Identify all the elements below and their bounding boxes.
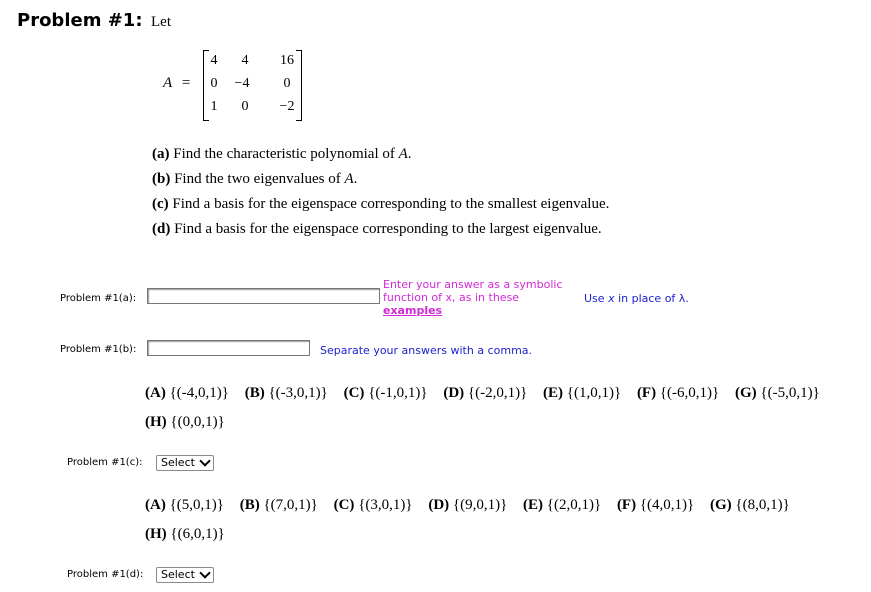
q1b-hint: Separate your answers with a comma.	[320, 344, 533, 357]
choice-letter: (F)	[616, 497, 637, 513]
chevron-down-icon	[199, 567, 210, 578]
choice-letter: (D)	[443, 385, 465, 401]
choice-letter: (D)	[428, 497, 450, 513]
q1a-hint-line1: Enter your answer as a symbolic	[383, 278, 563, 291]
matrix-cell: −4	[234, 76, 250, 91]
matrix-cell: 16	[280, 53, 294, 68]
q1c-select[interactable]	[156, 455, 214, 471]
choice-letter: (A)	[145, 385, 166, 401]
q1b-label: Problem #1(b):	[60, 344, 137, 355]
part-var: A	[344, 171, 354, 187]
choice-item	[637, 385, 719, 401]
q1c-choices-row1	[145, 385, 832, 402]
matrix-cell: −2	[279, 99, 295, 114]
choice-item	[145, 497, 224, 513]
q1a-note-end: .	[685, 292, 689, 305]
choice-item	[523, 497, 601, 513]
matrix-cell: 1	[210, 99, 218, 114]
choice-item	[617, 497, 694, 513]
q1d-select-value: Select	[161, 568, 195, 581]
choice-letter: (G)	[709, 497, 732, 513]
choice-value: {(-2,0,1)}	[467, 385, 528, 401]
choice-letter: (H)	[145, 526, 167, 542]
choice-letter: (E)	[523, 497, 544, 513]
q1a-label: Problem #1(a):	[60, 293, 137, 304]
q1c-choices-row2	[145, 414, 237, 431]
part-b	[152, 171, 357, 188]
part-end: .	[353, 171, 358, 187]
part-text: Find the two eigenvalues of	[174, 171, 341, 187]
q1a-answer-input[interactable]	[147, 288, 380, 304]
choice-value: {(-1,0,1)}	[368, 385, 428, 401]
choice-item	[145, 414, 225, 430]
q1a-note-var: x	[608, 292, 615, 305]
q1c-select-value: Select	[161, 456, 195, 469]
problem-intro: Let	[151, 14, 171, 30]
choice-value: {(-3,0,1)}	[268, 385, 328, 401]
choice-letter: (B)	[244, 385, 265, 401]
q1c-label: Problem #1(c):	[67, 457, 143, 468]
part-text: Find a basis for the eigenspace corresponding to the smallest eigenvalue.	[172, 196, 610, 212]
q1a-note-text: in place of	[618, 292, 676, 305]
part-text: Find a basis for the eigenspace corresponding to the largest eigenvalue.	[174, 221, 602, 237]
part-end: .	[407, 146, 412, 162]
choice-value: {(1,0,1)}	[566, 385, 622, 401]
choice-letter: (E)	[543, 385, 564, 401]
choice-letter: (B)	[239, 497, 260, 513]
q1d-label: Problem #1(d):	[67, 569, 144, 580]
choice-letter: (G)	[734, 385, 757, 401]
q1d-choices-row1	[145, 497, 802, 514]
choice-item	[710, 497, 790, 513]
choice-value: {(-4,0,1)}	[169, 385, 229, 401]
part-label: (a)	[152, 146, 170, 162]
q1a-hint-line2: function of x, as in these	[383, 291, 520, 304]
choice-value: {(-5,0,1)}	[760, 385, 820, 401]
choice-value: {(4,0,1)}	[639, 497, 695, 513]
choice-item	[735, 385, 820, 401]
choice-item	[543, 385, 621, 401]
choice-item	[145, 385, 229, 401]
q1d-select[interactable]	[156, 567, 214, 583]
q1d-choices-row2	[145, 526, 237, 543]
choice-item	[344, 385, 428, 401]
choice-item	[245, 385, 328, 401]
choice-item	[240, 497, 318, 513]
choice-value: {(3,0,1)}	[358, 497, 413, 513]
choice-value: {(-6,0,1)}	[659, 385, 720, 401]
matrix-equals: =	[181, 75, 191, 91]
part-label: (d)	[152, 221, 171, 237]
choice-value: {(6,0,1)}	[170, 526, 225, 542]
choice-value: {(2,0,1)}	[546, 497, 602, 513]
part-label: (b)	[152, 171, 171, 187]
part-a	[152, 146, 412, 163]
choice-value: {(5,0,1)}	[169, 497, 224, 513]
chevron-down-icon	[199, 455, 210, 466]
choice-letter: (H)	[145, 414, 167, 430]
matrix-lhs	[163, 75, 190, 92]
q1a-hint	[383, 278, 583, 317]
q1a-note	[584, 292, 689, 305]
matrix-cell: 0	[241, 99, 249, 114]
choice-letter: (F)	[636, 385, 657, 401]
q1b-answer-input[interactable]	[147, 340, 310, 356]
matrix-cell: 4	[241, 53, 249, 68]
choice-value: {(9,0,1)}	[452, 497, 508, 513]
part-c	[152, 196, 609, 213]
choice-value: {(7,0,1)}	[263, 497, 318, 513]
q1a-note-lambda: λ	[678, 292, 686, 305]
part-d	[152, 221, 602, 238]
choice-value: {(8,0,1)}	[735, 497, 790, 513]
part-label: (c)	[152, 196, 169, 212]
choice-item	[443, 385, 527, 401]
examples-link[interactable]: examples	[383, 304, 443, 317]
choice-letter: (A)	[145, 497, 166, 513]
part-text: Find the characteristic polynomial of	[173, 146, 395, 162]
q1a-note-text: Use	[584, 292, 605, 305]
matrix	[203, 50, 302, 119]
choice-item	[428, 497, 507, 513]
matrix-cell: 0	[210, 76, 218, 91]
choice-letter: (C)	[333, 497, 355, 513]
matrix-cell: 4	[210, 53, 218, 68]
matrix-cell: 0	[283, 76, 291, 91]
choice-item	[334, 497, 413, 513]
problem-title: Problem #1:	[17, 10, 143, 31]
choice-letter: (C)	[343, 385, 365, 401]
choice-value: {(0,0,1)}	[170, 414, 225, 430]
choice-item	[145, 526, 225, 542]
part-var: A	[398, 146, 408, 162]
matrix-variable: A	[163, 75, 173, 91]
